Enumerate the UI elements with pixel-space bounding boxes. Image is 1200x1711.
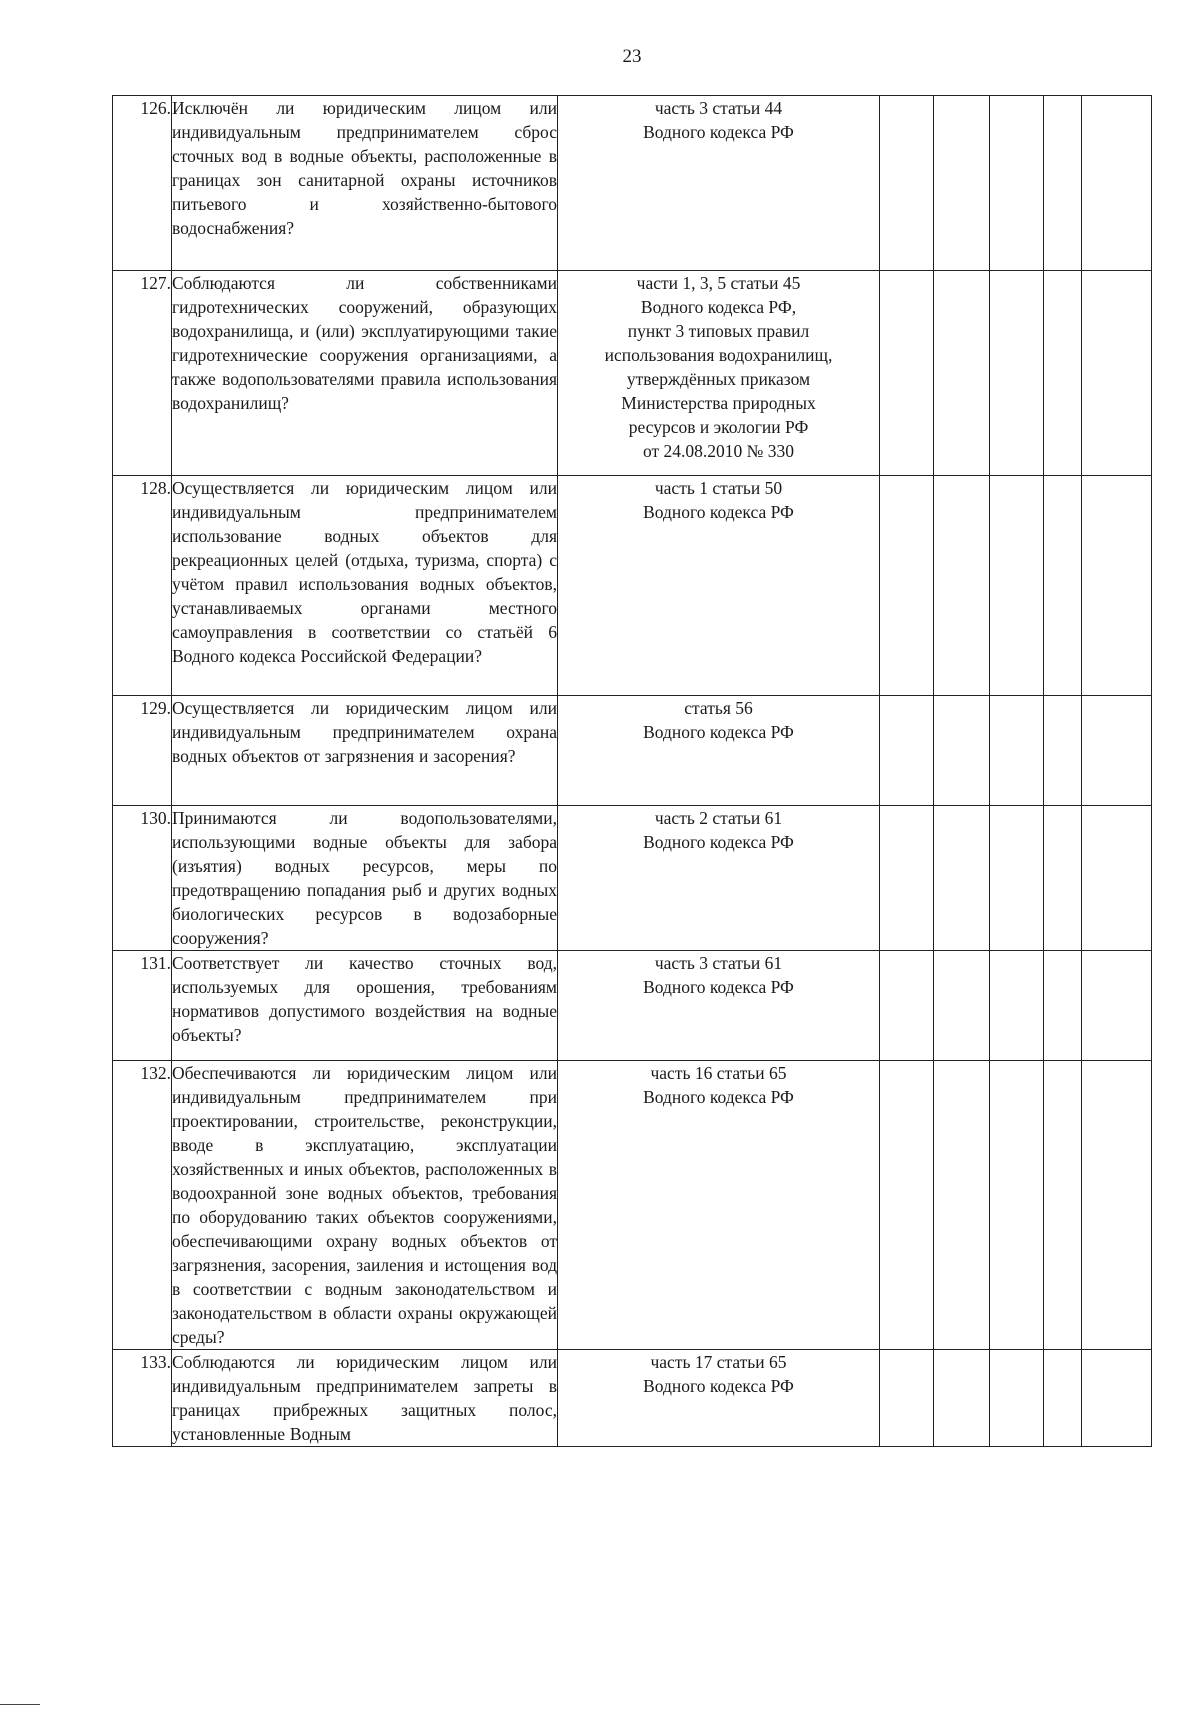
empty-answer-cell-1[interactable] — [880, 951, 934, 1061]
reference-line: Водного кодекса РФ — [643, 122, 794, 142]
row-number: 130. — [113, 806, 172, 951]
table-row — [113, 96, 1152, 271]
row-number: 128. — [113, 476, 172, 696]
reference-line: часть 1 статьи 50 — [654, 478, 783, 498]
reference-line: Водного кодекса РФ — [643, 832, 794, 852]
empty-answer-cell-2[interactable] — [934, 1350, 990, 1447]
empty-answer-cell-1[interactable] — [880, 696, 934, 806]
table-row — [113, 1061, 1152, 1350]
empty-answer-cell-4[interactable] — [1044, 696, 1082, 806]
empty-answer-cell-1[interactable] — [880, 1061, 934, 1350]
table-row — [113, 806, 1152, 951]
empty-answer-cell-1[interactable] — [880, 806, 934, 951]
reference-line: части 1, 3, 5 статьи 45 — [636, 273, 801, 293]
reference-line: часть 17 статьи 65 — [650, 1352, 787, 1372]
row-number: 126. — [113, 96, 172, 271]
question-cell — [172, 476, 558, 696]
legal-reference-cell — [558, 271, 880, 476]
empty-answer-cell-3[interactable] — [990, 271, 1044, 476]
legal-reference-cell — [558, 696, 880, 806]
empty-answer-cell-4[interactable] — [1044, 1350, 1082, 1447]
empty-answer-cell-5[interactable] — [1082, 806, 1152, 951]
reference-line: часть 3 статьи 44 — [654, 98, 783, 118]
checklist-rows — [113, 96, 1152, 1447]
reference-line: ресурсов и экологии РФ — [628, 417, 809, 437]
question-cell — [172, 1061, 558, 1350]
question-text: Соблюдаются ли собственниками гидротехнических сооружений, образующих водохранилища, и (или) эксплуатирующими такие гидротехнические сооружения организациями, а также водопользователями правила использования водохранилищ? — [172, 273, 557, 413]
empty-answer-cell-2[interactable] — [934, 951, 990, 1061]
empty-answer-cell-3[interactable] — [990, 806, 1044, 951]
question-text: Обеспечиваются ли юридическим лицом или индивидуальным предпринимателем при проектировании, строительстве, реконструкции, вводе в эксплуатацию, эксплуатации хозяйственных и иных объектов, расположенных в водоохранной зоне водных объектов, требования по оборудованию таких объектов сооружениями, обеспечивающими охрану водных объектов от загрязнения, засорения, заиления и истощения вод в соответствии с водным законодательством и законодательством в области охраны окружающей среды? — [172, 1063, 557, 1347]
legal-reference-cell — [558, 1061, 880, 1350]
question-text: Осуществляется ли юридическим лицом или индивидуальным предпринимателем охрана водных объектов от загрязнения и засорения? — [172, 698, 557, 766]
table-row — [113, 951, 1152, 1061]
empty-answer-cell-1[interactable] — [880, 1350, 934, 1447]
reference-line: утверждённых приказом — [626, 369, 811, 389]
empty-answer-cell-5[interactable] — [1082, 1350, 1152, 1447]
empty-answer-cell-5[interactable] — [1082, 476, 1152, 696]
empty-answer-cell-3[interactable] — [990, 1061, 1044, 1350]
empty-answer-cell-4[interactable] — [1044, 951, 1082, 1061]
empty-answer-cell-2[interactable] — [934, 806, 990, 951]
question-text: Осуществляется ли юридическим лицом или индивидуальным предпринимателем использование водных объектов для рекреационных целей (отдыха, туризма, спорта) с учётом правил использования водных объектов, устанавливаемых органами местного самоуправления в соответствии со статьёй 6 Водного кодекса Российской Федерации? — [172, 478, 557, 666]
empty-answer-cell-4[interactable] — [1044, 476, 1082, 696]
table-row — [113, 271, 1152, 476]
row-number: 129. — [113, 696, 172, 806]
legal-reference-cell — [558, 476, 880, 696]
reference-line: пункт 3 типовых правил — [627, 321, 810, 341]
empty-answer-cell-3[interactable] — [990, 476, 1044, 696]
empty-answer-cell-5[interactable] — [1082, 951, 1152, 1061]
reference-line: часть 2 статьи 61 — [654, 808, 783, 828]
page-number: 23 — [622, 46, 642, 67]
empty-answer-cell-1[interactable] — [880, 476, 934, 696]
empty-answer-cell-5[interactable] — [1082, 1061, 1152, 1350]
empty-answer-cell-3[interactable] — [990, 951, 1044, 1061]
table-row — [113, 1350, 1152, 1447]
empty-answer-cell-1[interactable] — [880, 271, 934, 476]
reference-line: Водного кодекса РФ, — [640, 297, 797, 317]
reference-line: Министерства природных — [621, 393, 816, 413]
table-row — [113, 696, 1152, 806]
reference-line: Водного кодекса РФ — [643, 722, 794, 742]
legal-reference-cell — [558, 96, 880, 271]
empty-answer-cell-4[interactable] — [1044, 806, 1082, 951]
empty-answer-cell-2[interactable] — [934, 1061, 990, 1350]
legal-reference-cell — [558, 1350, 880, 1447]
page-edge-line — [0, 1704, 40, 1711]
empty-answer-cell-4[interactable] — [1044, 96, 1082, 271]
empty-answer-cell-2[interactable] — [934, 696, 990, 806]
empty-answer-cell-2[interactable] — [934, 476, 990, 696]
empty-answer-cell-1[interactable] — [880, 96, 934, 271]
reference-line: статья 56 — [684, 698, 753, 718]
reference-line: часть 3 статьи 61 — [654, 953, 783, 973]
empty-answer-cell-3[interactable] — [990, 96, 1044, 271]
reference-line: Водного кодекса РФ — [643, 1376, 794, 1396]
empty-answer-cell-3[interactable] — [990, 1350, 1044, 1447]
empty-answer-cell-2[interactable] — [934, 96, 990, 271]
question-text: Соответствует ли качество сточных вод, используемых для орошения, требованиям нормативов допустимого воздействия на водные объекты? — [172, 953, 557, 1045]
question-cell — [172, 1350, 558, 1447]
reference-line: от 24.08.2010 № 330 — [643, 441, 794, 461]
reference-line: Водного кодекса РФ — [643, 977, 794, 997]
row-number: 131. — [113, 951, 172, 1061]
empty-answer-cell-4[interactable] — [1044, 1061, 1082, 1350]
question-cell — [172, 806, 558, 951]
row-number: 133. — [113, 1350, 172, 1447]
empty-answer-cell-5[interactable] — [1082, 96, 1152, 271]
question-cell — [172, 96, 558, 271]
question-text: Принимаются ли водопользователями, использующими водные объекты для забора (изъятия) водных ресурсов, меры по предотвращению попадания рыб и других водных биологических ресурсов в водозаборные сооружения? — [172, 808, 557, 948]
table-row — [113, 476, 1152, 696]
legal-reference-cell — [558, 951, 880, 1061]
empty-answer-cell-5[interactable] — [1082, 271, 1152, 476]
reference-line: Водного кодекса РФ — [643, 1087, 794, 1107]
question-cell — [172, 951, 558, 1061]
row-number: 127. — [113, 271, 172, 476]
reference-line: использования водохранилищ, — [604, 345, 833, 365]
empty-answer-cell-4[interactable] — [1044, 271, 1082, 476]
empty-answer-cell-3[interactable] — [990, 696, 1044, 806]
legal-reference-cell — [558, 806, 880, 951]
row-number: 132. — [113, 1061, 172, 1350]
question-cell — [172, 696, 558, 806]
empty-answer-cell-5[interactable] — [1082, 696, 1152, 806]
question-text: Исключён ли юридическим лицом или индивидуальным предпринимателем сброс сточных вод в водные объекты, расположенные в границах зон санитарной охраны источников питьевого и хозяйственно-бытового водоснабжения? — [172, 98, 557, 238]
checklist-table — [112, 95, 1152, 1447]
reference-line: часть 16 статьи 65 — [650, 1063, 787, 1083]
question-cell — [172, 271, 558, 476]
reference-line: Водного кодекса РФ — [643, 502, 794, 522]
question-text: Соблюдаются ли юридическим лицом или индивидуальным предпринимателем запреты в границах прибрежных защитных полос, установленные Водным — [172, 1352, 557, 1444]
empty-answer-cell-2[interactable] — [934, 271, 990, 476]
